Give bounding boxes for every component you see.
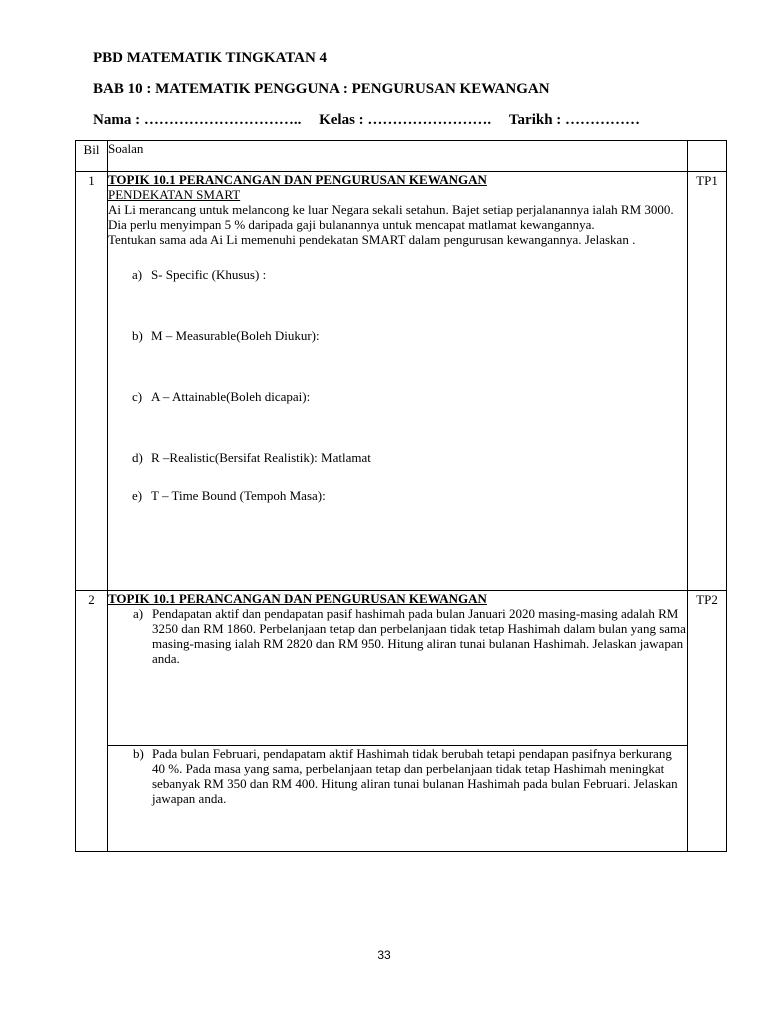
question-instruction: Tentukan sama ada Ai Li memenuhi pendekatan SMART dalam pengurusan kewangannya. Jelaskan . [108, 232, 636, 247]
part-marker: b) [133, 746, 144, 761]
date-field: Tarikh : …………… [508, 112, 641, 128]
option-marker: a) [132, 267, 143, 282]
column-header-tp [688, 141, 727, 172]
option-text: S- Specific (Khusus) : [151, 267, 267, 282]
option-text: M – Measurable(Boleh Diukur): [151, 328, 320, 343]
name-field: Nama : ………………………….. [93, 112, 302, 128]
table-header-row [76, 141, 727, 172]
part-b-item [108, 746, 687, 806]
question-number: 1 [76, 172, 108, 591]
question-number: 2 [76, 591, 108, 852]
option-item [108, 328, 687, 343]
option-text: R –Realistic(Bersifat Realistik): Matlamat [151, 450, 371, 465]
tp-level: TP1 [688, 172, 727, 591]
question-row-2b [76, 746, 727, 852]
question-part-a [108, 591, 688, 746]
topic-heading: TOPIK 10.1 PERANCANGAN DAN PENGURUSAN KEWANGAN [108, 172, 487, 187]
question-row-1 [76, 172, 727, 591]
part-a-item [108, 606, 687, 666]
worksheet-title: PBD MATEMATIK TINGKATAN 4 [93, 50, 328, 66]
option-item [108, 488, 687, 503]
student-info-line [93, 112, 640, 129]
subtopic-heading: PENDEKATAN SMART [108, 187, 241, 202]
column-header-soalan: Soalan [108, 141, 688, 172]
option-text: A – Attainable(Boleh dicapai): [151, 389, 311, 404]
page-number: 33 [377, 948, 391, 962]
class-field: Kelas : ……………………. [319, 112, 492, 128]
column-header-bil: Bil [76, 141, 108, 172]
topic-heading: TOPIK 10.1 PERANCANGAN DAN PENGURUSAN KEWANGAN [108, 591, 487, 606]
option-item [108, 267, 687, 282]
part-text: Pada bulan Februari, pendapatam aktif Hashimah tidak berubah tetapi pendapan pasifnya berkurang 40 %. Pada masa yang sama, perbelanjaan tetap dan perbelanjaan tidak tetap Hashimah meningkat sebanyak RM 350 dan RM 400. Hitung aliran tunai bulanan Hashimah pada bulan Februari. Jelaskan jawapan anda. [152, 746, 678, 806]
option-text: T – Time Bound (Tempoh Masa): [151, 488, 326, 503]
option-item [108, 450, 687, 465]
option-marker: e) [132, 488, 143, 503]
part-marker: a) [133, 606, 144, 621]
part-text: Pendapatan aktif dan pendapatan pasif hashimah pada bulan Januari 2020 masing-masing adalah RM 3250 dan RM 1860. Perbelanjaan tetap dan perbelanjaan tidak tetap Hashimah dalam bulan yang sama masing-masing ialah RM 2820 dan RM 950. Hitung aliran tunai bulanan Hashimah. Jelaskan jawapan anda. [152, 606, 686, 666]
question-text: Ai Li merancang untuk melancong ke luar Negara sekali setahun. Bajet setiap perjalanannya ialah RM 3000. Dia perlu menyimpan 5 % daripada gaji bulanannya untuk mencapat matlamat kewangannya. [108, 202, 674, 232]
option-marker: b) [132, 328, 143, 343]
question-table [75, 140, 727, 852]
option-marker: c) [132, 389, 143, 404]
option-item [108, 389, 687, 404]
question-row-2 [76, 591, 727, 746]
tp-level: TP2 [688, 591, 727, 852]
chapter-title: BAB 10 : MATEMATIK PENGGUNA : PENGURUSAN KEWANGAN [93, 81, 550, 97]
option-marker: d) [132, 450, 143, 465]
question-content [108, 172, 688, 591]
question-part-b [108, 746, 688, 852]
